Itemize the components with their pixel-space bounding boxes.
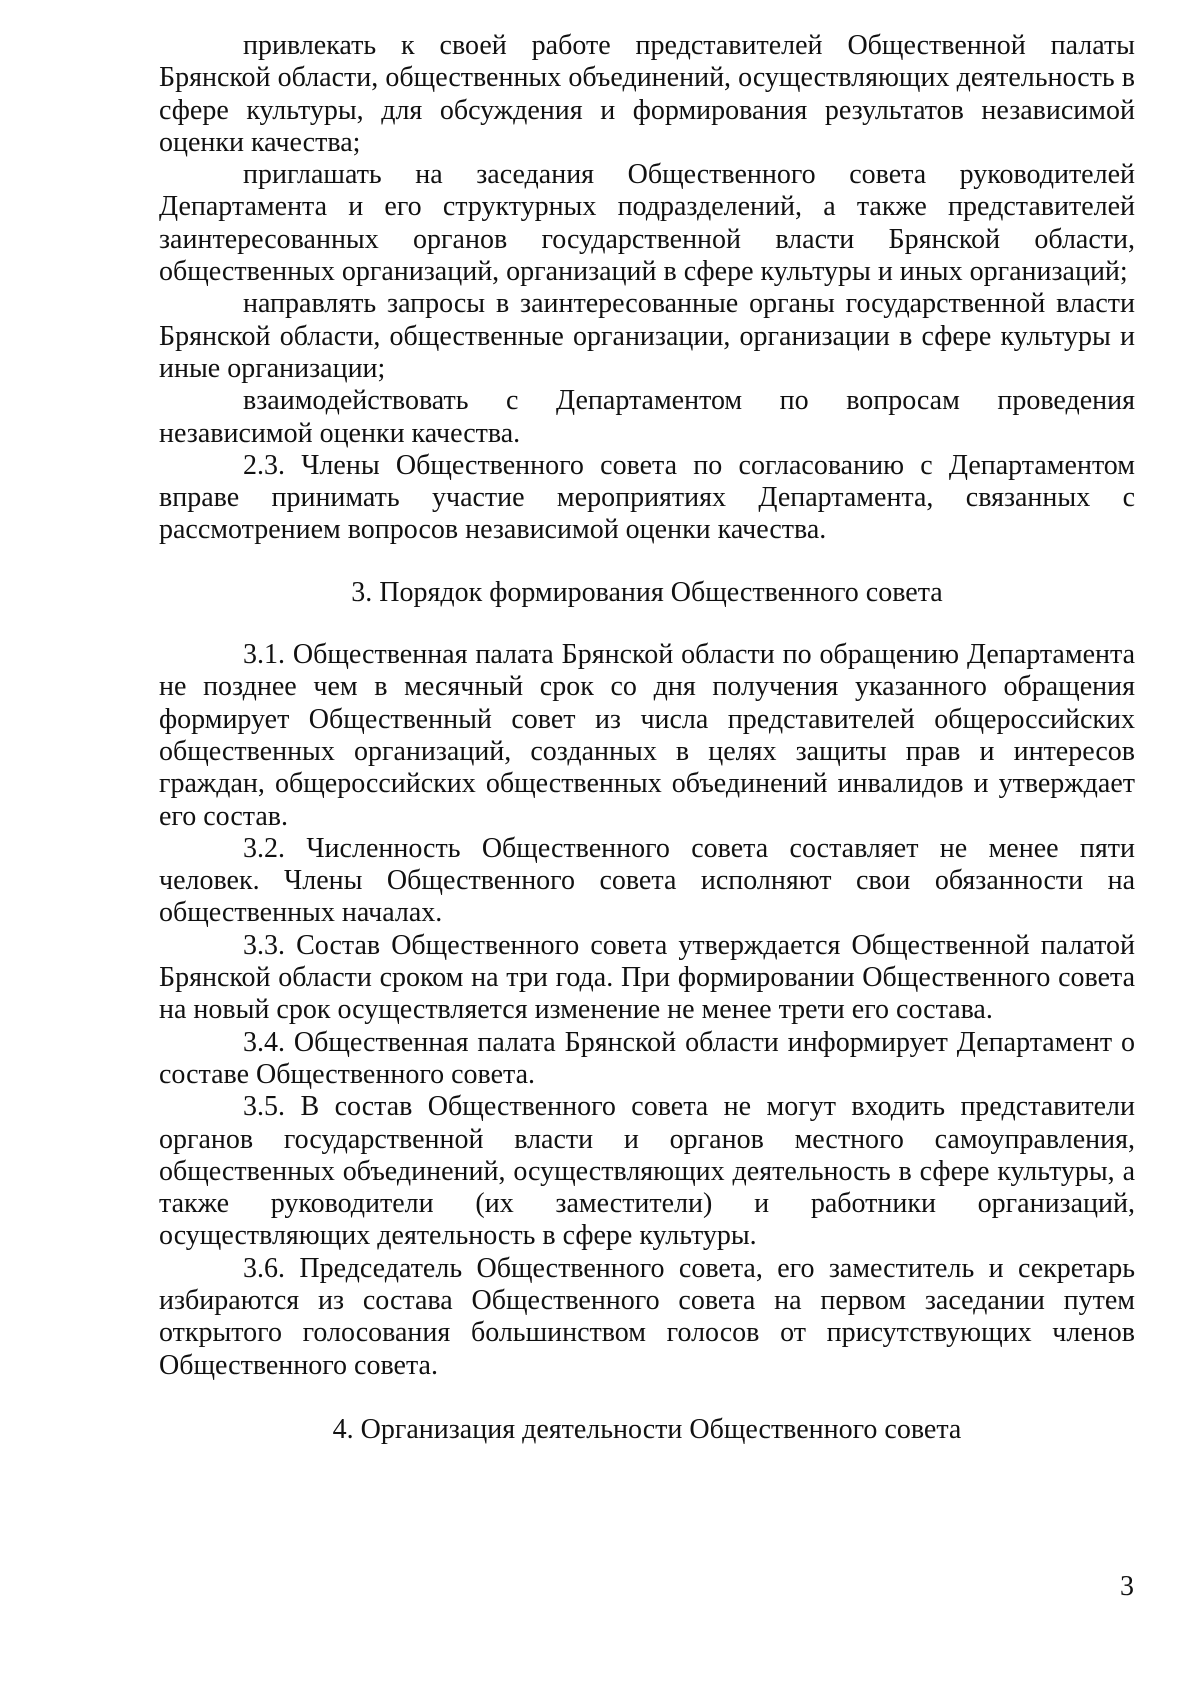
paragraph-3-3: 3.3. Состав Общественного совета утверждается Общественной палатой Брянской области сроком на три года. При формировании Общественного совета на новый срок осуществляется изменение не менее трети его состава. [159, 929, 1135, 1026]
page-number: 3 [1120, 1571, 1134, 1602]
paragraph-invite-representatives: привлекать к своей работе представителей Общественной палаты Брянской области, общественных объединений, осуществляющих деятельность в сфере культуры, для обсуждения и формирования результатов независимой оценки качества; [159, 30, 1135, 158]
section-4-heading: 4. Организация деятельности Общественного совета [332, 1413, 962, 1445]
paragraph-interact: взаимодействовать с Департаментом по вопросам проведения независимой оценки качества. [159, 385, 1135, 449]
paragraph-3-6: 3.6. Председатель Общественного совета, его заместитель и секретарь избираются из состава Общественного совета на первом заседании путем открытого голосования большинством голосов от присутствующих членов Общественного совета. [159, 1252, 1135, 1381]
paragraph-send-requests: направлять запросы в заинтересованные органы государственной власти Брянской области, общественные организации, организации в сфере культуры и иные организации; [159, 288, 1135, 384]
paragraph-3-4: 3.4. Общественная палата Брянской области информирует Департамент о составе Общественного совета. [159, 1026, 1135, 1090]
paragraph-3-1: 3.1. Общественная палата Брянской области по обращению Департамента не позднее чем в месячный срок со дня получения указанного обращения формирует Общественный совет из числа представителей общероссийских общественных организаций, созданных в целях защиты прав и интересов граждан, общероссийских общественных объединений инвалидов и утверждает его состав. [159, 639, 1135, 832]
paragraph-3-5: 3.5. В состав Общественного совета не могут входить представители органов государственной власти и органов местного самоуправления, общественных объединений, осуществляющих деятельность в сфере культуры, а также руководители (их заместители) и работники организаций, осуществляющих деятельность в сфере культуры. [159, 1091, 1135, 1252]
paragraph-2-3: 2.3. Члены Общественного совета по согласованию с Департаментом вправе принимать участие мероприятиях Департамента, связанных с рассмотрением вопросов независимой оценки качества. [159, 449, 1135, 546]
paragraph-3-2: 3.2. Численность Общественного совета составляет не менее пяти человек. Члены Общественного совета исполняют свои обязанности на общественных началах. [159, 832, 1135, 929]
document-page [159, 30, 1135, 1446]
section-3-heading: 3. Порядок формирования Общественного совета [351, 576, 943, 608]
paragraph-invite-to-meetings: приглашать на заседания Общественного совета руководителей Департамента и его структурных подразделений, а также представителей заинтересованных органов государственной власти Брянской области, общественных организаций, организаций в сфере культуры и иных организаций; [159, 159, 1135, 288]
